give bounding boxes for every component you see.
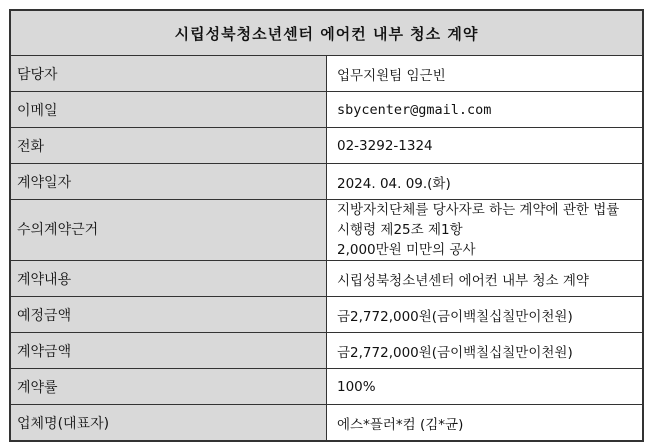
- table-row: [10, 333, 643, 369]
- table-row: [10, 405, 643, 442]
- table-row: [10, 369, 643, 405]
- row-label-email: 이메일: [10, 92, 327, 128]
- row-value-basis: [327, 200, 644, 261]
- row-label-company: 업체명(대표자): [10, 405, 327, 442]
- table-row: [10, 297, 643, 333]
- row-value-phone: 02-3292-1324: [327, 128, 644, 164]
- row-label-content: 계약내용: [10, 261, 327, 297]
- row-label-basis: 수의계약근거: [10, 200, 327, 261]
- row-value-estimated-amount: 금2,772,000원(금이백칠십칠만이천원): [327, 297, 644, 333]
- table-row: [10, 200, 643, 261]
- table-row: [10, 261, 643, 297]
- row-value-content: 시립성북청소년센터 에어컨 내부 청소 계약: [327, 261, 644, 297]
- row-value-manager: 업무지원팀 임근빈: [327, 56, 644, 92]
- table-row: [10, 92, 643, 128]
- basis-line-1: 지방자치단체를 당사자로 하는 계약에 관한 법률 시행령 제25조 제1항: [337, 202, 620, 238]
- row-value-company: 에스*플러*컴 (김*균): [327, 405, 644, 442]
- table-row: [10, 128, 643, 164]
- contract-table: [9, 9, 644, 442]
- row-label-phone: 전화: [10, 128, 327, 164]
- row-value-contract-amount: 금2,772,000원(금이백칠십칠만이천원): [327, 333, 644, 369]
- row-label-contract-rate: 계약률: [10, 369, 327, 405]
- row-label-estimated-amount: 예정금액: [10, 297, 327, 333]
- row-label-contract-amount: 계약금액: [10, 333, 327, 369]
- basis-line-2: 2,000만원 미만의 공사: [337, 242, 476, 258]
- table-row: [10, 164, 643, 200]
- title-row: [10, 10, 643, 56]
- row-value-email: sbycenter@gmail.com: [327, 92, 644, 128]
- row-label-contract-date: 계약일자: [10, 164, 327, 200]
- row-value-contract-rate: 100%: [327, 369, 644, 405]
- row-value-contract-date: 2024. 04. 09.(화): [327, 164, 644, 200]
- table-title: 시립성북청소년센터 에어컨 내부 청소 계약: [10, 10, 643, 56]
- row-label-manager: 담당자: [10, 56, 327, 92]
- table-row: [10, 56, 643, 92]
